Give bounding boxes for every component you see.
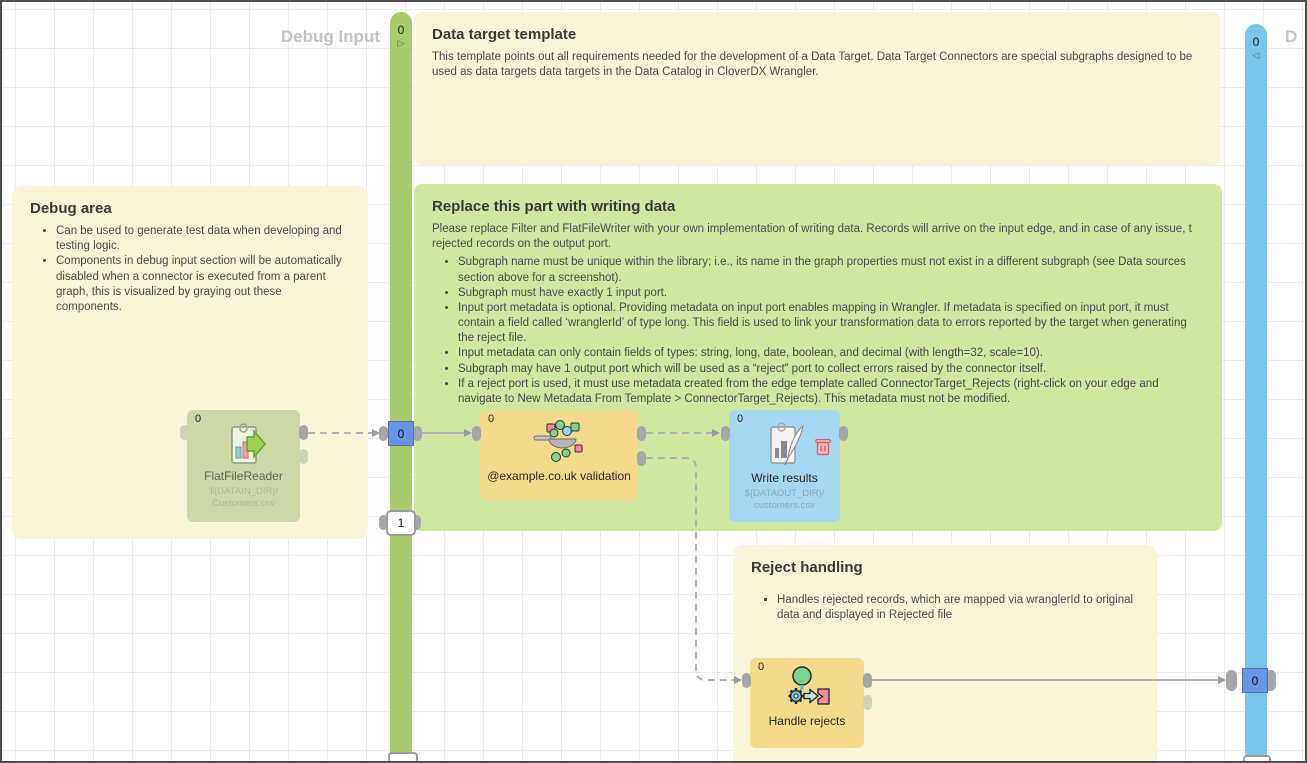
port-nub[interactable]	[863, 673, 872, 688]
flatfile-reader-icon	[220, 423, 268, 469]
port-nub[interactable]	[839, 426, 848, 441]
record-count: 0	[195, 413, 202, 425]
port-badge-input-1[interactable]: 1	[386, 510, 416, 536]
file-path-line: ${DATAOUT_DIR}/	[744, 488, 825, 499]
note-bullet: • If a reject port is used, it must use metadata created from the edge template called ConnectorTarget_Rejects (right-click on your edge and navigate to New Metadata From Template > ConnectorTarget_Rejects). This metadata must not be modified.	[458, 377, 1204, 407]
component-label: FlatFileReader	[204, 469, 283, 483]
delete-trash-icon[interactable]	[815, 437, 831, 456]
note-bullet: • Subgraph must have exactly 1 input port.	[458, 286, 1204, 301]
note-title: Debug area	[30, 200, 112, 217]
note-body: This template points out all requirements needed for the development of a Data Target. Data Target Connectors are special subgraphs designed to be used as data targets data targets in the Data Catalog in CloverDX Wrangler.	[432, 51, 1193, 79]
debug-input-section-label: Debug Input	[280, 27, 380, 46]
right-triangle-icon: ▷	[397, 38, 405, 48]
component-flatfilereader[interactable]	[187, 410, 300, 522]
port-nub[interactable]	[299, 449, 308, 464]
port-badge-output-0[interactable]: 0	[1242, 668, 1268, 693]
handle-rejects-gear-icon	[782, 665, 832, 709]
record-count: 0	[737, 413, 744, 425]
port-nub[interactable]	[742, 673, 751, 688]
port-nub[interactable]	[637, 426, 646, 441]
port-nub[interactable]	[413, 426, 422, 441]
note-bullet: • Can be used to generate test data when developing and testing logic.	[56, 224, 350, 254]
note-data-target-template[interactable]	[414, 12, 1220, 165]
arrowhead-icon	[1218, 676, 1226, 684]
note-bullet: • Input port metadata is optional. Providing metadata on input port enables mapping in Wrangler. If metadata is specified on input port, it must contain a field called ‘wranglerId’ of type long. This field is used to link your transformation data to errors reported by the target when generating the reject file.	[458, 301, 1204, 347]
note-bullet: • Subgraph may have 1 output port which will be used as a “reject” port to collect errors raised by the connector itself.	[458, 362, 1204, 377]
port-nub[interactable]	[1226, 670, 1237, 691]
flatfile-writer-icon	[763, 420, 807, 470]
component-handle-rejects[interactable]	[750, 658, 864, 748]
note-bullet: ▪ Handles rejected records, which are mapped via wranglerId to original data and displayed in Rejected file	[777, 593, 1139, 623]
output-ports-bar[interactable]	[1245, 24, 1267, 763]
record-count: 0	[488, 413, 495, 425]
file-path-line: customers.csv	[754, 499, 815, 511]
note-bullet: • Input metadata can only contain fields of types: string, long, date, boolean, and decimal (with length=32, scale=10).	[458, 346, 1204, 361]
filter-sieve-icon	[532, 419, 586, 463]
note-title: Reject handling	[751, 559, 863, 576]
record-count: 0	[758, 661, 765, 673]
component-label: Write results	[751, 471, 818, 485]
port-badge-input-0[interactable]: 0	[388, 421, 414, 446]
port-badge-bottom-input[interactable]	[388, 752, 418, 763]
note-body: Please replace Filter and FlatFileWriter with your own implementation of writing data. Records will arrive on the input edge, and in case of any issue, t rejected records on the output port.	[432, 223, 1192, 251]
port-nub[interactable]	[180, 425, 189, 440]
port-nub[interactable]	[299, 425, 308, 440]
component-label: @example.co.uk validation	[487, 469, 631, 483]
debug-output-section-label: D	[1285, 27, 1298, 46]
output-bar-count: 0	[1252, 35, 1260, 49]
note-bullet: • Components in debug input section will be automatically disabled when a connector is executed from a parent graph, this is visualized by graying out these components.	[56, 254, 350, 315]
file-path-line: ${DATAIN_DIR}/	[208, 486, 279, 497]
port-nub[interactable]	[721, 426, 730, 441]
port-badge-bottom-output[interactable]	[1243, 755, 1271, 763]
note-title: Replace this part with writing data	[432, 198, 676, 215]
left-triangle-icon: ◁	[1252, 50, 1260, 60]
component-label: Handle rejects	[768, 714, 846, 728]
port-nub[interactable]	[637, 451, 646, 466]
file-path-line: Customers.csv	[212, 497, 275, 509]
component-write-results[interactable]	[729, 410, 840, 522]
port-nub[interactable]	[472, 426, 481, 441]
input-ports-bar[interactable]	[390, 12, 412, 763]
note-bullet: • Subgraph name must be unique within the library; i.e., its name in the graph properties must not exist in a different subgraph (see Data sources section above for a screenshot).	[458, 255, 1204, 285]
component-validation-filter[interactable]	[480, 410, 638, 500]
note-title: Data target template	[432, 26, 577, 43]
input-bar-count: 0	[397, 23, 405, 37]
port-nub[interactable]	[379, 426, 388, 441]
port-nub[interactable]	[863, 695, 872, 710]
